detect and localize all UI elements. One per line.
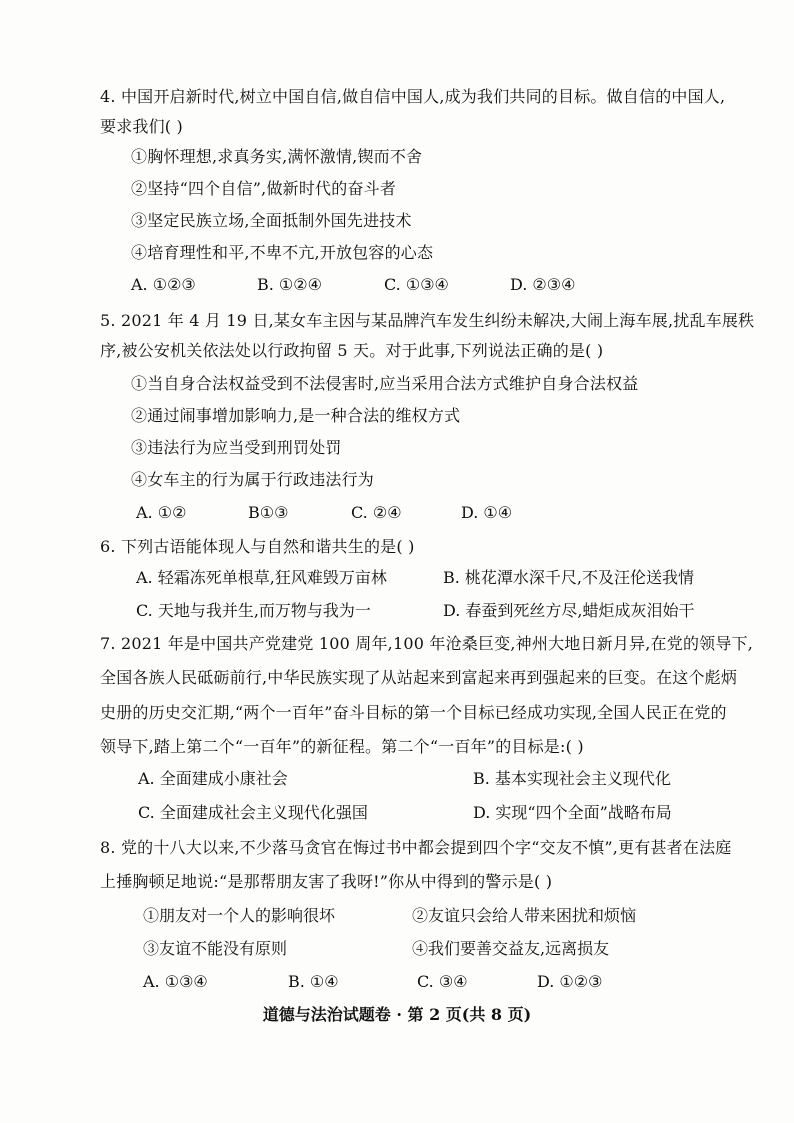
q6-option-b: B. 桃花潭水深千尺,不及汪伦送我情	[443, 568, 695, 587]
q4-item-4: ④培育理性和平,不卑不亢,开放包容的心态	[131, 243, 434, 262]
q5-item-3: ③违法行为应当受到刑罚处罚	[131, 438, 342, 457]
q5-option-d: D. ①④	[461, 503, 513, 522]
q8-stem-line2: 上捶胸顿足地说:“是那帮朋友害了我呀!”你从中得到的警示是( )	[100, 872, 553, 891]
q7-option-b: B. 基本实现社会主义现代化	[473, 769, 671, 788]
q8-item-1: ①朋友对一个人的影响很坏	[143, 906, 336, 925]
q7-option-c: C. 全面建成社会主义现代化强国	[138, 803, 368, 822]
q7-stem-line4: 领导下,踏上第二个“一百年”的新征程。第二个“一百年”的目标是:( )	[100, 737, 584, 756]
q7-stem-line3: 史册的历史交汇期,“两个一百年”奋斗目标的第一个目标已经成功实现,全国人民正在党的	[100, 703, 727, 722]
q7-option-d: D. 实现“四个全面”战略布局	[473, 803, 672, 822]
q5-item-4: ④女车主的行为属于行政违法行为	[131, 470, 375, 489]
q5-item-1: ①当自身合法权益受到不法侵害时,应当采用合法方式维护自身合法权益	[131, 374, 639, 393]
q4-stem-line2: 要求我们( )	[100, 117, 183, 136]
q5-option-a: A. ①②	[136, 503, 187, 522]
q7-stem-line2: 全国各族人民砥砺前行,中华民族实现了从站起来到富起来再到强起来的巨变。在这个彪炳	[100, 668, 738, 687]
q5-option-b: B①③	[248, 503, 289, 522]
q7-option-a: A. 全面建成小康社会	[138, 769, 288, 788]
q7-stem-line1: 7. 2021 年是中国共产党建党 100 周年,100 年沧桑巨变,神州大地日新月异,在党的领导下,	[100, 634, 754, 653]
q4-item-3: ③坚定民族立场,全面抵制外国先进技术	[131, 211, 412, 230]
q6-stem-line1: 6. 下列古语能体现人与自然和谐共生的是( )	[100, 537, 415, 556]
q5-option-c: C. ②④	[351, 503, 402, 522]
q4-option-c: C. ①③④	[384, 275, 449, 294]
q8-option-a: A. ①③④	[143, 972, 208, 991]
q8-option-d: D. ①②③	[537, 972, 603, 991]
q5-stem-line1: 5. 2021 年 4 月 19 日,某女车主因与某品牌汽车发生纠纷未解决,大闹上海车展,扰乱车展秩	[100, 311, 755, 330]
q4-option-d: D. ②③④	[510, 275, 576, 294]
q8-option-c: C. ③④	[417, 972, 468, 991]
q4-option-a: A. ①②③	[131, 275, 196, 294]
q8-item-3: ③友谊不能没有原则	[143, 939, 288, 958]
q8-item-4: ④我们要善交益友,远离损友	[412, 939, 610, 958]
q6-option-c: C. 天地与我并生,而万物与我为一	[136, 601, 371, 620]
q8-item-2: ②友谊只会给人带来困扰和烦恼	[412, 906, 637, 925]
q6-option-d: D. 春蚕到死丝方尽,蜡炬成灰泪始干	[443, 601, 695, 620]
q4-item-2: ②坚持“四个自信”,做新时代的奋斗者	[131, 179, 397, 198]
q8-option-b: B. ①④	[288, 972, 339, 991]
q8-stem-line1: 8. 党的十八大以来,不少落马贪官在悔过书中都会提到四个字“交友不慎”,更有甚者在法庭	[100, 838, 732, 857]
q4-item-1: ①胸怀理想,求真务实,满怀激情,锲而不舍	[131, 147, 423, 166]
q5-stem-line2: 序,被公安机关依法处以行政拘留 5 天。对于此事,下列说法正确的是( )	[100, 341, 604, 360]
q6-option-a: A. 轻霜冻死单根草,狂风难毁万亩林	[136, 568, 387, 587]
q4-option-b: B. ①②④	[257, 275, 322, 294]
q5-item-2: ②通过闹事增加影响力,是一种合法的维权方式	[131, 406, 461, 425]
q4-stem-line1: 4. 中国开启新时代,树立中国自信,做自信中国人,成为我们共同的目标。做自信的中国人,	[100, 87, 726, 106]
page-footer: 道德与法治试题卷 · 第 2 页(共 8 页)	[262, 1005, 532, 1024]
